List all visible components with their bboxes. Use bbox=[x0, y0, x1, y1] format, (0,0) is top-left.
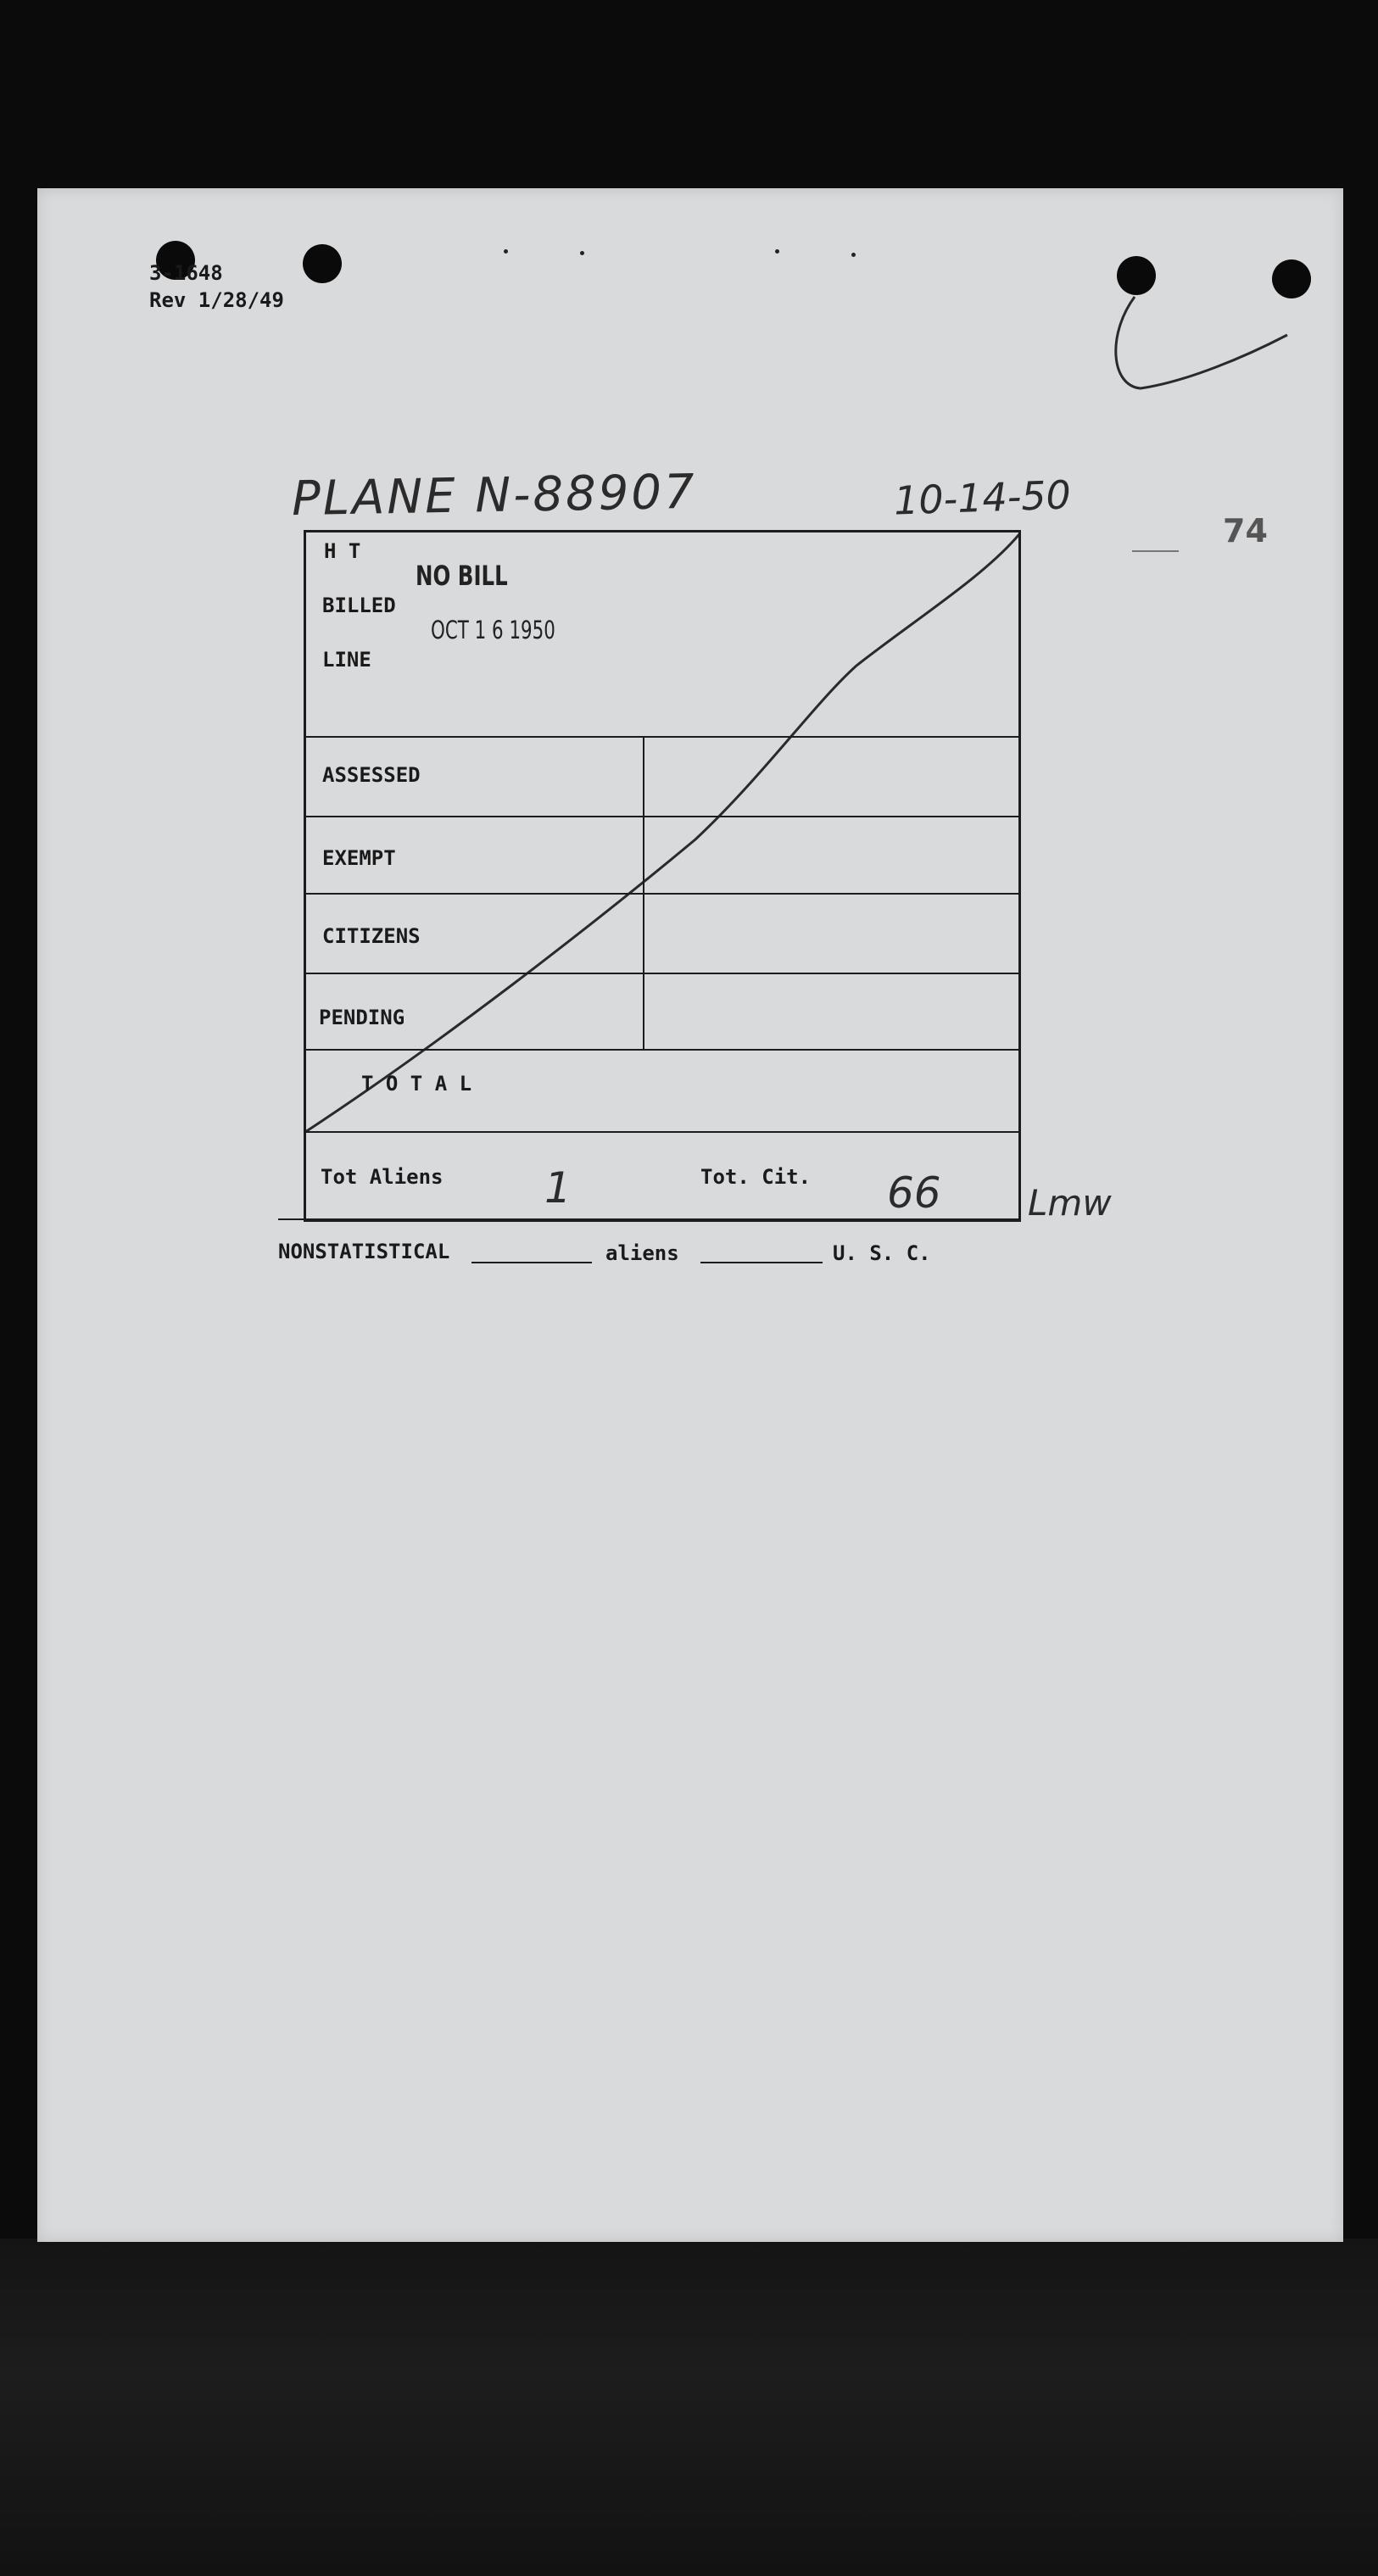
check-mark bbox=[1116, 297, 1287, 388]
row-divider bbox=[304, 973, 1021, 974]
row-divider bbox=[304, 1131, 1021, 1133]
bottom-rule bbox=[278, 1218, 1021, 1220]
label-citizens: CITIZENS bbox=[322, 924, 421, 948]
no-bill-stamp: NO BILL bbox=[416, 560, 508, 592]
label-nonstatistical: NONSTATISTICAL bbox=[278, 1240, 450, 1263]
column-divider bbox=[643, 736, 644, 1049]
label-ht: H T bbox=[324, 539, 361, 563]
form-number: 3-1648 bbox=[149, 261, 223, 285]
tot-aliens-value: 1 bbox=[544, 1163, 572, 1213]
form-revision: Rev 1/28/49 bbox=[149, 288, 284, 312]
aliens-blank bbox=[700, 1262, 823, 1263]
row-divider bbox=[304, 816, 1021, 817]
label-exempt: EXEMPT bbox=[322, 846, 396, 870]
nonstatistical-blank bbox=[471, 1262, 592, 1263]
initials: Lmw bbox=[1028, 1182, 1112, 1224]
form-table bbox=[304, 530, 1021, 1222]
label-tot-aliens: Tot Aliens bbox=[321, 1165, 444, 1189]
tot-cit-value: 66 bbox=[887, 1168, 941, 1218]
page-number: 74 bbox=[1223, 512, 1268, 549]
plane-number: PLANE N-88907 bbox=[291, 464, 698, 527]
label-billed: BILLED bbox=[322, 594, 396, 617]
label-tot-cit: Tot. Cit. bbox=[700, 1165, 812, 1189]
stamp-date: OCT 1 6 1950 bbox=[431, 616, 555, 644]
label-assessed: ASSESSED bbox=[322, 763, 421, 787]
label-pending: PENDING bbox=[319, 1006, 405, 1029]
row-divider bbox=[304, 736, 1021, 738]
label-aliens: aliens bbox=[605, 1241, 679, 1265]
label-line: LINE bbox=[322, 648, 371, 672]
row-divider bbox=[304, 893, 1021, 895]
label-total: T O T A L bbox=[361, 1072, 472, 1096]
row-divider bbox=[304, 1049, 1021, 1051]
label-usc: U. S. C. bbox=[833, 1241, 931, 1265]
handwritten-date: 10-14-50 bbox=[893, 471, 1072, 524]
